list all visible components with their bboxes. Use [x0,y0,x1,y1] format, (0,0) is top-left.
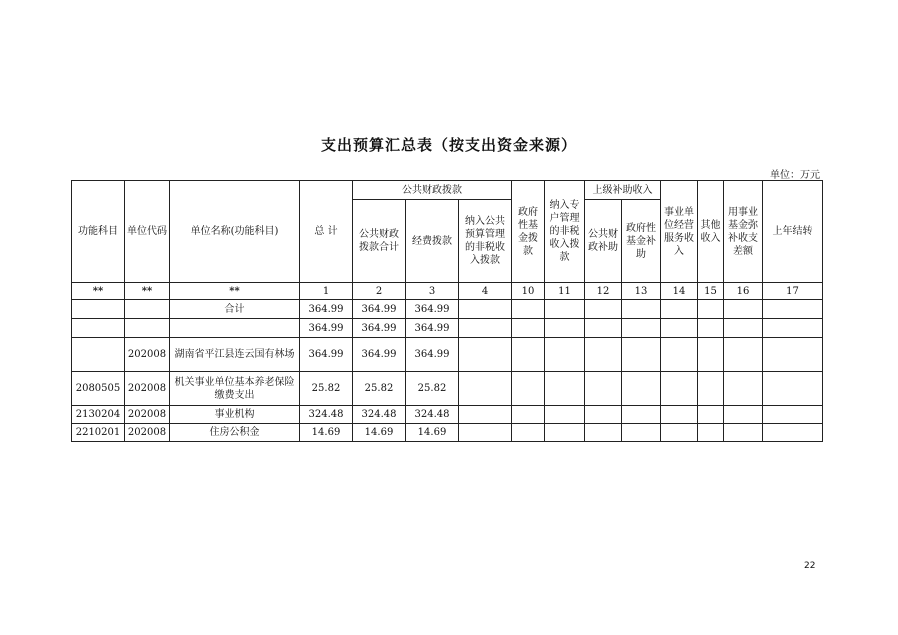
func-code-cell: 2080505 [72,372,125,406]
total-cell: 25.82 [300,372,353,406]
fund-alloc-cell: 364.99 [406,319,459,338]
func-code-cell [72,319,125,338]
header-gov-fund-subsidy: 政府性基金补助 [622,200,661,283]
header-unit-code: 单位代码 [125,181,170,283]
func-code-cell [72,338,125,372]
table-row [72,319,823,338]
header-public-finance-total: 公共财政拨款合计 [353,200,406,283]
unit-code-cell: 202008 [125,424,170,442]
header-business-income: 事业单位经营服务收入 [661,181,698,283]
total-cell: 364.99 [300,319,353,338]
header-fund-cover: 用事业基金弥补收支差额 [724,181,763,283]
index-cell: ** [170,283,300,300]
unit-code-cell: 202008 [125,372,170,406]
unit-name-cell: 合计 [170,300,300,319]
header-non-tax-budget: 纳入公共预算管理的非税收入拨款 [459,200,512,283]
table-row [72,338,823,372]
header-fund-alloc: 经费拨款 [406,200,459,283]
fund-alloc-cell: 364.99 [406,338,459,372]
public-total-cell: 364.99 [353,319,406,338]
fund-alloc-cell: 14.69 [406,424,459,442]
header-unit-name: 单位名称(功能科目) [170,181,300,283]
public-total-cell: 14.69 [353,424,406,442]
unit-code-cell: 202008 [125,338,170,372]
table-row [72,372,823,406]
index-cell: 10 [512,283,545,300]
header-last-year: 上年结转 [763,181,823,283]
index-cell: 14 [661,283,698,300]
header-func-code: 功能科目 [72,181,125,283]
unit-name-cell: 住房公积金 [170,424,300,442]
unit-name-cell: 机关事业单位基本养老保险缴费支出 [170,372,300,406]
page-number: 22 [804,561,816,571]
func-code-cell: 2130204 [72,406,125,424]
public-total-cell: 324.48 [353,406,406,424]
index-cell: 17 [763,283,823,300]
total-cell: 364.99 [300,338,353,372]
unit-name-cell: 事业机构 [170,406,300,424]
index-cell: 13 [622,283,661,300]
index-cell: 3 [406,283,459,300]
index-cell: 2 [353,283,406,300]
index-cell: 1 [300,283,353,300]
total-cell: 324.48 [300,406,353,424]
index-cell: 15 [698,283,724,300]
table-row [72,300,823,319]
budget-table [71,180,823,442]
public-total-cell: 25.82 [353,372,406,406]
index-row [72,283,823,300]
table-row [72,424,823,442]
header-total: 总 计 [300,181,353,283]
total-cell: 364.99 [300,300,353,319]
fund-alloc-cell: 25.82 [406,372,459,406]
public-total-cell: 364.99 [353,338,406,372]
unit-code-cell: 202008 [125,406,170,424]
index-cell: 4 [459,283,512,300]
index-cell: 12 [585,283,622,300]
fund-alloc-cell: 364.99 [406,300,459,319]
func-code-cell [72,300,125,319]
index-cell: ** [125,283,170,300]
fund-alloc-cell: 324.48 [406,406,459,424]
func-code-cell: 2210201 [72,424,125,442]
unit-name-cell [170,319,300,338]
index-cell: 11 [545,283,585,300]
unit-name-cell: 湖南省平江县连云国有林场 [170,338,300,372]
unit-code-cell [125,319,170,338]
page-title: 支出预算汇总表（按支出资金来源） [320,136,577,154]
header-public-finance: 公共财政拨款 [353,181,512,200]
header-gov-fund: 政府性基金拨款 [512,181,545,283]
header-special-non-tax: 纳入专户管理的非税收入拨款 [545,181,585,283]
index-cell: 16 [724,283,763,300]
unit-code-cell [125,300,170,319]
public-total-cell: 364.99 [353,300,406,319]
header-public-finance-subsidy: 公共财政补助 [585,200,622,283]
header-other-income: 其他收入 [698,181,724,283]
unit-label: 单位：万元 [770,170,820,181]
header-superior-subsidy: 上级补助收入 [585,181,661,200]
table-row [72,406,823,424]
total-cell: 14.69 [300,424,353,442]
index-cell: ** [72,283,125,300]
